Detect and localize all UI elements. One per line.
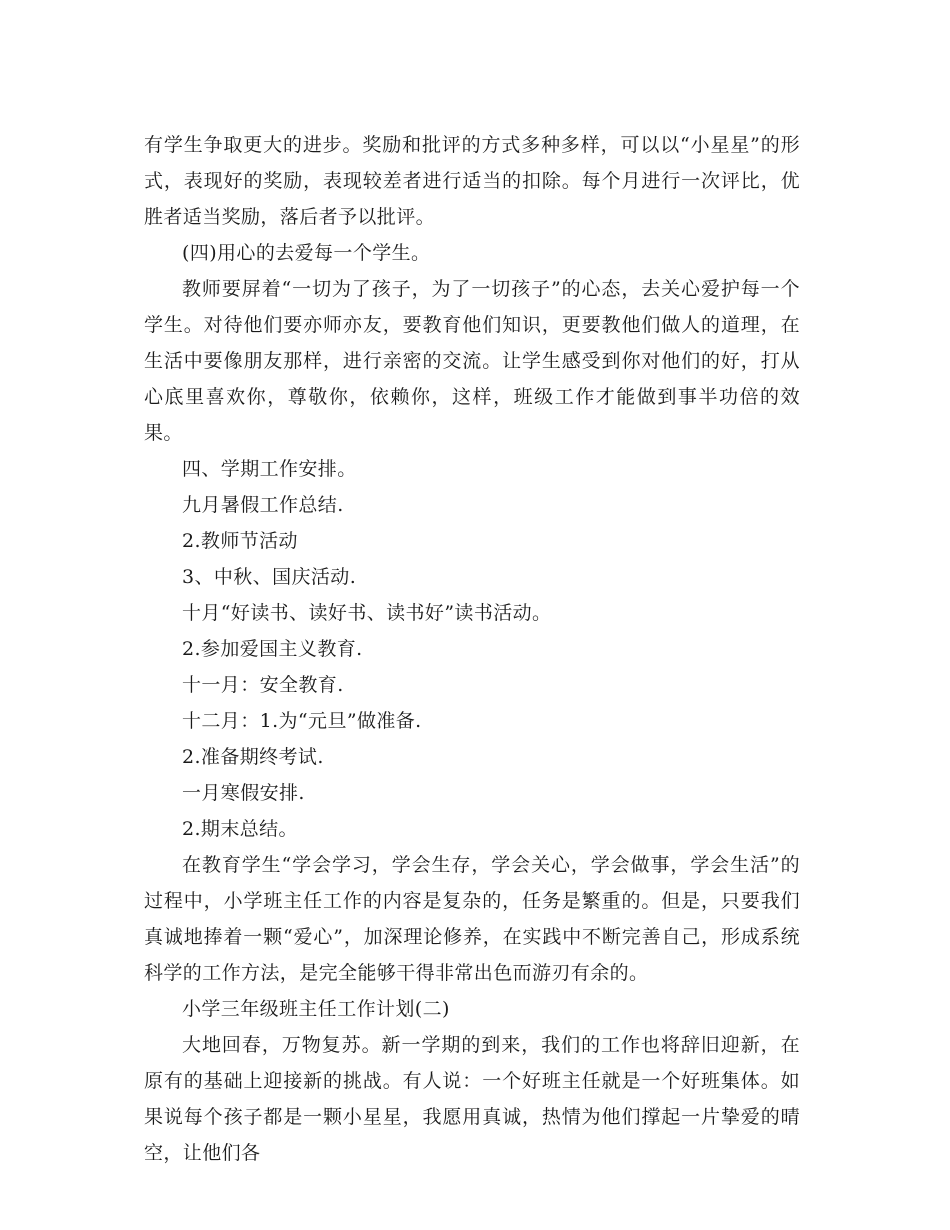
schedule-item: 2.参加爱国主义教育. bbox=[182, 638, 363, 660]
section-title-plan-two: 小学三年级班主任工作计划(二) bbox=[182, 998, 450, 1020]
heading-love-students: (四)用心的去爱每一个学生。 bbox=[182, 242, 431, 264]
paragraph-teacher-attitude: 教师要屏着“一切为了孩子，为了一切孩子”的心态，去关心爱护每一个学生。对待他们要亦师亦友，要教育他们知识，更要教他们做人的道理，在生活中要像朋友那样，进行亲密的交流。让学生感受到你对他们的好，打从心底里喜欢你，尊敬你，依赖你，这样，班级工作才能做到事半功倍的效果。 bbox=[144, 278, 800, 444]
schedule-item: 九月暑假工作总结. bbox=[182, 494, 344, 516]
schedule-item: 十二月：1.为“元旦”做准备. bbox=[182, 710, 422, 732]
document-body bbox=[144, 127, 800, 1171]
schedule-item: 十月“好读书、读好书、读书好”读书活动。 bbox=[182, 602, 552, 624]
heading-semester-schedule: 四、学期工作安排。 bbox=[182, 458, 357, 480]
schedule-item: 2.教师节活动 bbox=[182, 530, 298, 552]
paragraph-spring-intro: 大地回春，万物复苏。新一学期的到来，我们的工作也将辞旧迎新，在原有的基础上迎接新的挑战。有人说：一个好班主任就是一个好班集体。如果说每个孩子都是一颗小星星，我愿用真诚，热情为他们撑起一片挚爱的晴空，让他们各 bbox=[144, 1034, 800, 1164]
schedule-item: 十一月：安全教育. bbox=[182, 674, 344, 696]
paragraph-conclusion: 在教育学生“学会学习，学会生存，学会关心，学会做事，学会生活”的过程中，小学班主任工作的内容是复杂的，任务是繁重的。但是，只要我们真诚地捧着一颗“爱心”，加深理论修养，在实践中不断完善自己，形成系统科学的工作方法，是完全能够干得非常出色而游刃有余的。 bbox=[144, 854, 800, 984]
schedule-item: 一月寒假安排. bbox=[182, 782, 305, 804]
schedule-item: 2.期末总结。 bbox=[182, 818, 298, 840]
paragraph-rewards: 有学生争取更大的进步。奖励和批评的方式多种多样，可以以“小星星”的形式，表现好的奖励，表现较差者进行适当的扣除。每个月进行一次评比，优胜者适当奖励，落后者予以批评。 bbox=[144, 134, 800, 228]
schedule-item: 2.准备期终考试. bbox=[182, 746, 324, 768]
schedule-item: 3、中秋、国庆活动. bbox=[182, 566, 357, 588]
